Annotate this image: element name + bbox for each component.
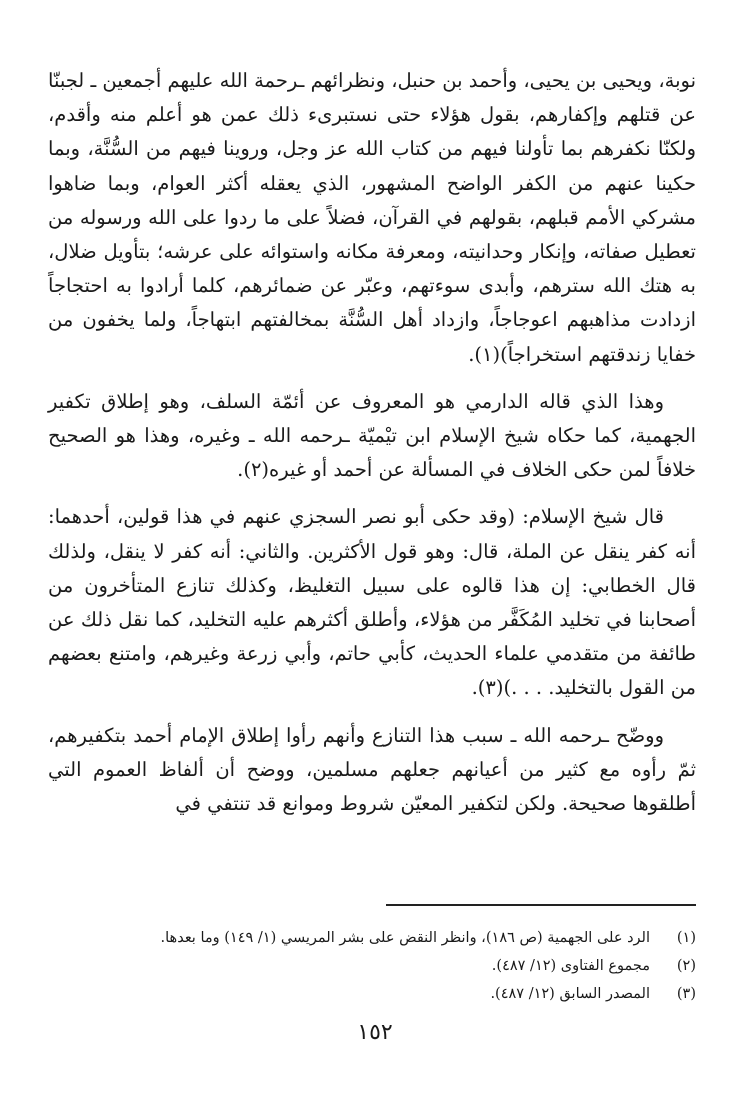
- footnote-3: [48, 980, 696, 1008]
- footnote-divider: [386, 904, 696, 906]
- paragraph-4: ووضّح ـرحمه الله ـ سبب هذا التنازع وأنهم رأوا إطلاق الإمام أحمد بتكفيرهم، ثمّ رأوه مع كثير من أعيانهم جعلهم مسلمين، ووضح أن ألفاظ العموم التي أطلقوها صحيحة. ولكن لتكفير المعيّن شروط وموانع قد تنتفي في: [48, 723, 696, 816]
- footnote-divider-wrap: [48, 904, 696, 906]
- footnote-text: مجموع الفتاوى (١٢/ ٤٨٧).: [491, 958, 650, 974]
- paragraph-1: نوبة، ويحيى بن يحيى، وأحمد بن حنبل، ونظرائهم ـرحمة الله عليهم أجمعين ـ لجبنّا عن قتلهم وإكفارهم، بقول هؤلاء حتى نستبرىء ذلك عمن هو أعلم منه وأقدم، ولكنّا نكفرهم بما تأولنا فيهم من كتاب الله عز وجل، وروينا فيهم من السُّنَّة، وبما حكينا عنهم من الكفر الواضح المشهور، الذي يعقله أكثر العوام، وبما ضاهوا مشركي الأمم قبلهم، بقولهم في القرآن، فضلاً على ما ردوا على الله ورسوله من تعطيل صفاته، وإنكار وحدانيته، ومعرفة مكانه واستوائه على عرشه؛ بتأويل ضلال، به هتك الله سترهم، وأبدى سوءتهم، وعبّر عن ضمائرهم، كلما أرادوا به احتجاجاً ازدادت مذاهبهم اعوجاجاً، وازداد أهل السُّنَّة بمخالفتهم ابتهاجاً، ولما يخفون من خفايا زندقتهم استخراجاً)(١).: [48, 69, 696, 366]
- paragraph-3: قال شيخ الإسلام: (وقد حكى أبو نصر السجزي عنهم في هذا قولين، أحدهما: أنه كفر ينقل عن الملة، قال: وهو قول الأكثرين. والثاني: أنه كفر لا ينقل، ولذلك قال الخطابي: إن هذا قالوه على سبيل التغليظ، وكذلك تنازع المتأخرون من أصحابنا في تخليد المُكَفَّر من هؤلاء، وأطلق أكثرهم عليه التخليد، كما نقل ذلك عن طائفة من متقدمي علماء الحديث، كأبي حاتم، وأبي زرعة وغيرهم، وامتنع بعضهم من القول بالتخليد. . . .)(٣).: [48, 505, 696, 700]
- footnote-number: (١): [676, 930, 696, 946]
- page-body: [48, 64, 696, 821]
- page-number: ١٥٢: [357, 1020, 393, 1045]
- footnote-number: (٢): [676, 958, 696, 974]
- footnote-2: [48, 952, 696, 980]
- footnote-number: (٣): [676, 986, 696, 1002]
- footnote-1: [48, 924, 696, 952]
- paragraph-2: وهذا الذي قاله الدارمي هو المعروف عن أئمّة السلف، وهو إطلاق تكفير الجهمية، كما حكاه شيخ الإسلام ابن تيْميّة ـرحمه الله ـ وغيره، وهذا هو الصحيح خلافاً لمن حكى الخلاف في المسألة عن أحمد أو غيره(٢).: [48, 389, 696, 482]
- footnote-text: الرد على الجهمية (ص ١٨٦)، وانظر النقض على بشر المريسي (١/ ١٤٩) وما بعدها.: [160, 930, 650, 946]
- footnote-text: المصدر السابق (١٢/ ٤٨٧).: [490, 986, 650, 1002]
- footnotes: [48, 924, 696, 1008]
